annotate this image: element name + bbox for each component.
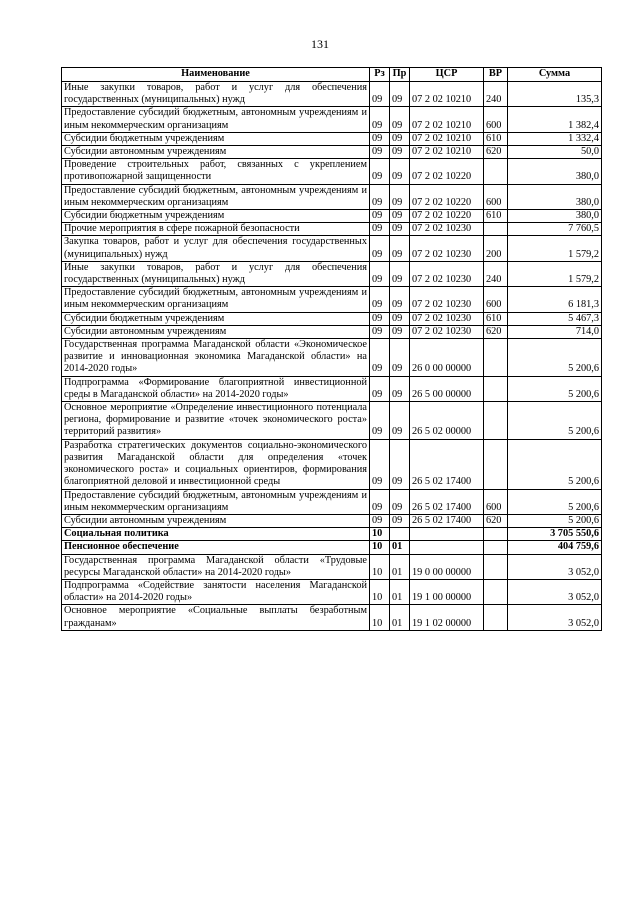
- cell-csr: 26 5 02 00000: [410, 402, 484, 440]
- cell-csr: 07 2 02 10210: [410, 107, 484, 132]
- cell-pr: 01: [390, 605, 410, 630]
- cell-name: Проведение строительных работ, связанных с укреплением противопожарной защищенности: [62, 159, 370, 184]
- cell-rz: 09: [370, 184, 390, 209]
- table-body: [62, 82, 602, 631]
- header-csr: ЦСР: [410, 68, 484, 82]
- cell-csr: 26 5 02 17400: [410, 489, 484, 514]
- cell-csr: 07 2 02 10230: [410, 261, 484, 286]
- cell-pr: 09: [390, 287, 410, 312]
- cell-rz: 09: [370, 82, 390, 107]
- cell-rz: 10: [370, 528, 390, 541]
- table-row: [62, 210, 602, 223]
- table-row: [62, 605, 602, 630]
- cell-rz: 09: [370, 325, 390, 338]
- cell-csr: 07 2 02 10220: [410, 184, 484, 209]
- table-row: [62, 579, 602, 604]
- cell-rz: 10: [370, 579, 390, 604]
- cell-sum: 6 181,3: [508, 287, 602, 312]
- table-row: [62, 514, 602, 527]
- cell-sum: 3 705 550,6: [508, 528, 602, 541]
- cell-rz: 09: [370, 159, 390, 184]
- cell-name: Предоставление субсидий бюджетным, автономным учреждениям и иным некоммерческим организациям: [62, 107, 370, 132]
- table-row: [62, 312, 602, 325]
- cell-pr: 09: [390, 159, 410, 184]
- cell-vr: 620: [484, 514, 508, 527]
- cell-vr: [484, 528, 508, 541]
- cell-pr: 09: [390, 184, 410, 209]
- cell-vr: 620: [484, 325, 508, 338]
- table-row: [62, 489, 602, 514]
- cell-name: Прочие мероприятия в сфере пожарной безопасности: [62, 223, 370, 236]
- table-header: [62, 68, 602, 82]
- cell-name: Иные закупки товаров, работ и услуг для обеспечения государственных (муниципальных) нужд: [62, 261, 370, 286]
- cell-csr: 19 0 00 00000: [410, 554, 484, 579]
- table-row: [62, 107, 602, 132]
- cell-csr: [410, 541, 484, 554]
- cell-sum: 3 052,0: [508, 579, 602, 604]
- cell-pr: 09: [390, 82, 410, 107]
- cell-rz: 09: [370, 402, 390, 440]
- cell-sum: 5 467,3: [508, 312, 602, 325]
- cell-name: Субсидии автономным учреждениям: [62, 146, 370, 159]
- cell-pr: 09: [390, 489, 410, 514]
- table-row: [62, 184, 602, 209]
- cell-csr: 26 0 00 00000: [410, 339, 484, 377]
- table-row: [62, 132, 602, 145]
- cell-name: Пенсионное обеспечение: [62, 541, 370, 554]
- cell-pr: [390, 528, 410, 541]
- cell-vr: [484, 554, 508, 579]
- cell-csr: 07 2 02 10230: [410, 236, 484, 261]
- header-name: Наименование: [62, 68, 370, 82]
- cell-vr: 200: [484, 236, 508, 261]
- cell-sum: 380,0: [508, 210, 602, 223]
- cell-rz: 09: [370, 132, 390, 145]
- table-row: [62, 541, 602, 554]
- cell-vr: [484, 159, 508, 184]
- table-row: [62, 223, 602, 236]
- cell-sum: 714,0: [508, 325, 602, 338]
- cell-csr: 07 2 02 10230: [410, 312, 484, 325]
- cell-csr: 07 2 02 10230: [410, 287, 484, 312]
- header-sum: Сумма: [508, 68, 602, 82]
- cell-pr: 09: [390, 223, 410, 236]
- table-row: [62, 439, 602, 489]
- cell-rz: 09: [370, 236, 390, 261]
- cell-rz: 09: [370, 223, 390, 236]
- table-row: [62, 236, 602, 261]
- cell-name: Социальная политика: [62, 528, 370, 541]
- cell-rz: 10: [370, 554, 390, 579]
- cell-sum: 380,0: [508, 159, 602, 184]
- cell-rz: 10: [370, 605, 390, 630]
- cell-rz: 09: [370, 146, 390, 159]
- header-pr: Пр: [390, 68, 410, 82]
- cell-name: Субсидии бюджетным учреждениям: [62, 210, 370, 223]
- cell-pr: 09: [390, 376, 410, 401]
- cell-name: Предоставление субсидий бюджетным, автономным учреждениям и иным некоммерческим организациям: [62, 489, 370, 514]
- cell-pr: 09: [390, 146, 410, 159]
- cell-vr: [484, 579, 508, 604]
- cell-vr: [484, 541, 508, 554]
- table-row: [62, 339, 602, 377]
- cell-pr: 09: [390, 132, 410, 145]
- cell-name: Государственная программа Магаданской области «Экономическое развитие и инновационная экономика Магаданской области» на 2014-2020 годы»: [62, 339, 370, 377]
- cell-name: Субсидии бюджетным учреждениям: [62, 312, 370, 325]
- cell-pr: 01: [390, 541, 410, 554]
- page-number: 131: [311, 37, 329, 51]
- cell-sum: 5 200,6: [508, 376, 602, 401]
- cell-sum: 7 760,5: [508, 223, 602, 236]
- cell-vr: [484, 605, 508, 630]
- cell-name: Иные закупки товаров, работ и услуг для обеспечения государственных (муниципальных) нужд: [62, 82, 370, 107]
- table-row: [62, 82, 602, 107]
- cell-rz: 09: [370, 287, 390, 312]
- cell-csr: 07 2 02 10230: [410, 223, 484, 236]
- cell-sum: 1 382,4: [508, 107, 602, 132]
- cell-name: Государственная программа Магаданской области «Трудовые ресурсы Магаданской области» на 2014-2020 годы»: [62, 554, 370, 579]
- cell-vr: 610: [484, 132, 508, 145]
- table-row: [62, 376, 602, 401]
- cell-csr: 19 1 00 00000: [410, 579, 484, 604]
- budget-table: [61, 67, 602, 631]
- cell-sum: 380,0: [508, 184, 602, 209]
- table-row: [62, 159, 602, 184]
- cell-vr: 240: [484, 261, 508, 286]
- cell-vr: 600: [484, 287, 508, 312]
- cell-rz: 09: [370, 107, 390, 132]
- header-row: [62, 68, 602, 82]
- cell-name: Подпрограмма «Содействие занятости населения Магаданской области» на 2014-2020 годы»: [62, 579, 370, 604]
- cell-vr: 600: [484, 184, 508, 209]
- cell-csr: 07 2 02 10210: [410, 82, 484, 107]
- cell-sum: 404 759,6: [508, 541, 602, 554]
- cell-sum: 5 200,6: [508, 514, 602, 527]
- cell-pr: 09: [390, 402, 410, 440]
- cell-pr: 09: [390, 439, 410, 489]
- cell-csr: 07 2 02 10210: [410, 132, 484, 145]
- cell-rz: 09: [370, 376, 390, 401]
- cell-vr: [484, 376, 508, 401]
- cell-sum: 50,0: [508, 146, 602, 159]
- cell-name: Разработка стратегических документов социально-экономического развития Магаданской области для определения «точек экономического роста» и социальных ориентиров, формирования благоприятной деловой и инвестиционной среды: [62, 439, 370, 489]
- cell-name: Субсидии автономным учреждениям: [62, 325, 370, 338]
- cell-pr: 01: [390, 554, 410, 579]
- cell-sum: 135,3: [508, 82, 602, 107]
- table-row: [62, 146, 602, 159]
- cell-csr: 07 2 02 10220: [410, 210, 484, 223]
- table-row: [62, 402, 602, 440]
- cell-name: Субсидии бюджетным учреждениям: [62, 132, 370, 145]
- cell-sum: 1 579,2: [508, 236, 602, 261]
- cell-pr: 09: [390, 261, 410, 286]
- cell-pr: 09: [390, 514, 410, 527]
- cell-csr: 07 2 02 10220: [410, 159, 484, 184]
- cell-sum: 3 052,0: [508, 554, 602, 579]
- cell-csr: 26 5 02 17400: [410, 514, 484, 527]
- cell-vr: [484, 439, 508, 489]
- cell-pr: 09: [390, 312, 410, 325]
- cell-vr: [484, 402, 508, 440]
- table-row: [62, 554, 602, 579]
- cell-csr: [410, 528, 484, 541]
- cell-sum: 5 200,6: [508, 339, 602, 377]
- cell-name: Субсидии автономным учреждениям: [62, 514, 370, 527]
- cell-csr: 07 2 02 10230: [410, 325, 484, 338]
- cell-rz: 09: [370, 514, 390, 527]
- cell-sum: 3 052,0: [508, 605, 602, 630]
- cell-csr: 26 5 00 00000: [410, 376, 484, 401]
- cell-rz: 09: [370, 210, 390, 223]
- cell-pr: 09: [390, 339, 410, 377]
- cell-vr: 610: [484, 210, 508, 223]
- cell-sum: 1 332,4: [508, 132, 602, 145]
- header-rz: Рз: [370, 68, 390, 82]
- cell-sum: 5 200,6: [508, 489, 602, 514]
- table-row: [62, 287, 602, 312]
- table-row: [62, 528, 602, 541]
- cell-pr: 01: [390, 579, 410, 604]
- cell-name: Предоставление субсидий бюджетным, автономным учреждениям и иным некоммерческим организациям: [62, 184, 370, 209]
- cell-vr: 620: [484, 146, 508, 159]
- cell-csr: 26 5 02 17400: [410, 439, 484, 489]
- cell-csr: 07 2 02 10210: [410, 146, 484, 159]
- cell-pr: 09: [390, 107, 410, 132]
- table-row: [62, 325, 602, 338]
- cell-rz: 09: [370, 339, 390, 377]
- cell-rz: 09: [370, 312, 390, 325]
- cell-csr: 19 1 02 00000: [410, 605, 484, 630]
- cell-vr: 240: [484, 82, 508, 107]
- cell-rz: 09: [370, 489, 390, 514]
- cell-vr: [484, 223, 508, 236]
- cell-pr: 09: [390, 325, 410, 338]
- table-row: [62, 261, 602, 286]
- cell-vr: 600: [484, 107, 508, 132]
- cell-name: Основное мероприятие «Социальные выплаты безработным гражданам»: [62, 605, 370, 630]
- cell-vr: 600: [484, 489, 508, 514]
- cell-name: Предоставление субсидий бюджетным, автономным учреждениям и иным некоммерческим организациям: [62, 287, 370, 312]
- cell-vr: 610: [484, 312, 508, 325]
- cell-rz: 09: [370, 261, 390, 286]
- cell-sum: 5 200,6: [508, 402, 602, 440]
- cell-pr: 09: [390, 210, 410, 223]
- cell-sum: 1 579,2: [508, 261, 602, 286]
- cell-pr: 09: [390, 236, 410, 261]
- cell-rz: 10: [370, 541, 390, 554]
- cell-name: Основное мероприятие «Определение инвестиционного потенциала региона, формирование и развитие «точек экономического роста» территорий развития»: [62, 402, 370, 440]
- cell-sum: 5 200,6: [508, 439, 602, 489]
- cell-name: Подпрограмма «Формирование благоприятной инвестиционной среды в Магаданской области» на 2014-2020 годы»: [62, 376, 370, 401]
- cell-rz: 09: [370, 439, 390, 489]
- cell-vr: [484, 339, 508, 377]
- cell-name: Закупка товаров, работ и услуг для обеспечения государственных (муниципальных) нужд: [62, 236, 370, 261]
- header-vr: ВР: [484, 68, 508, 82]
